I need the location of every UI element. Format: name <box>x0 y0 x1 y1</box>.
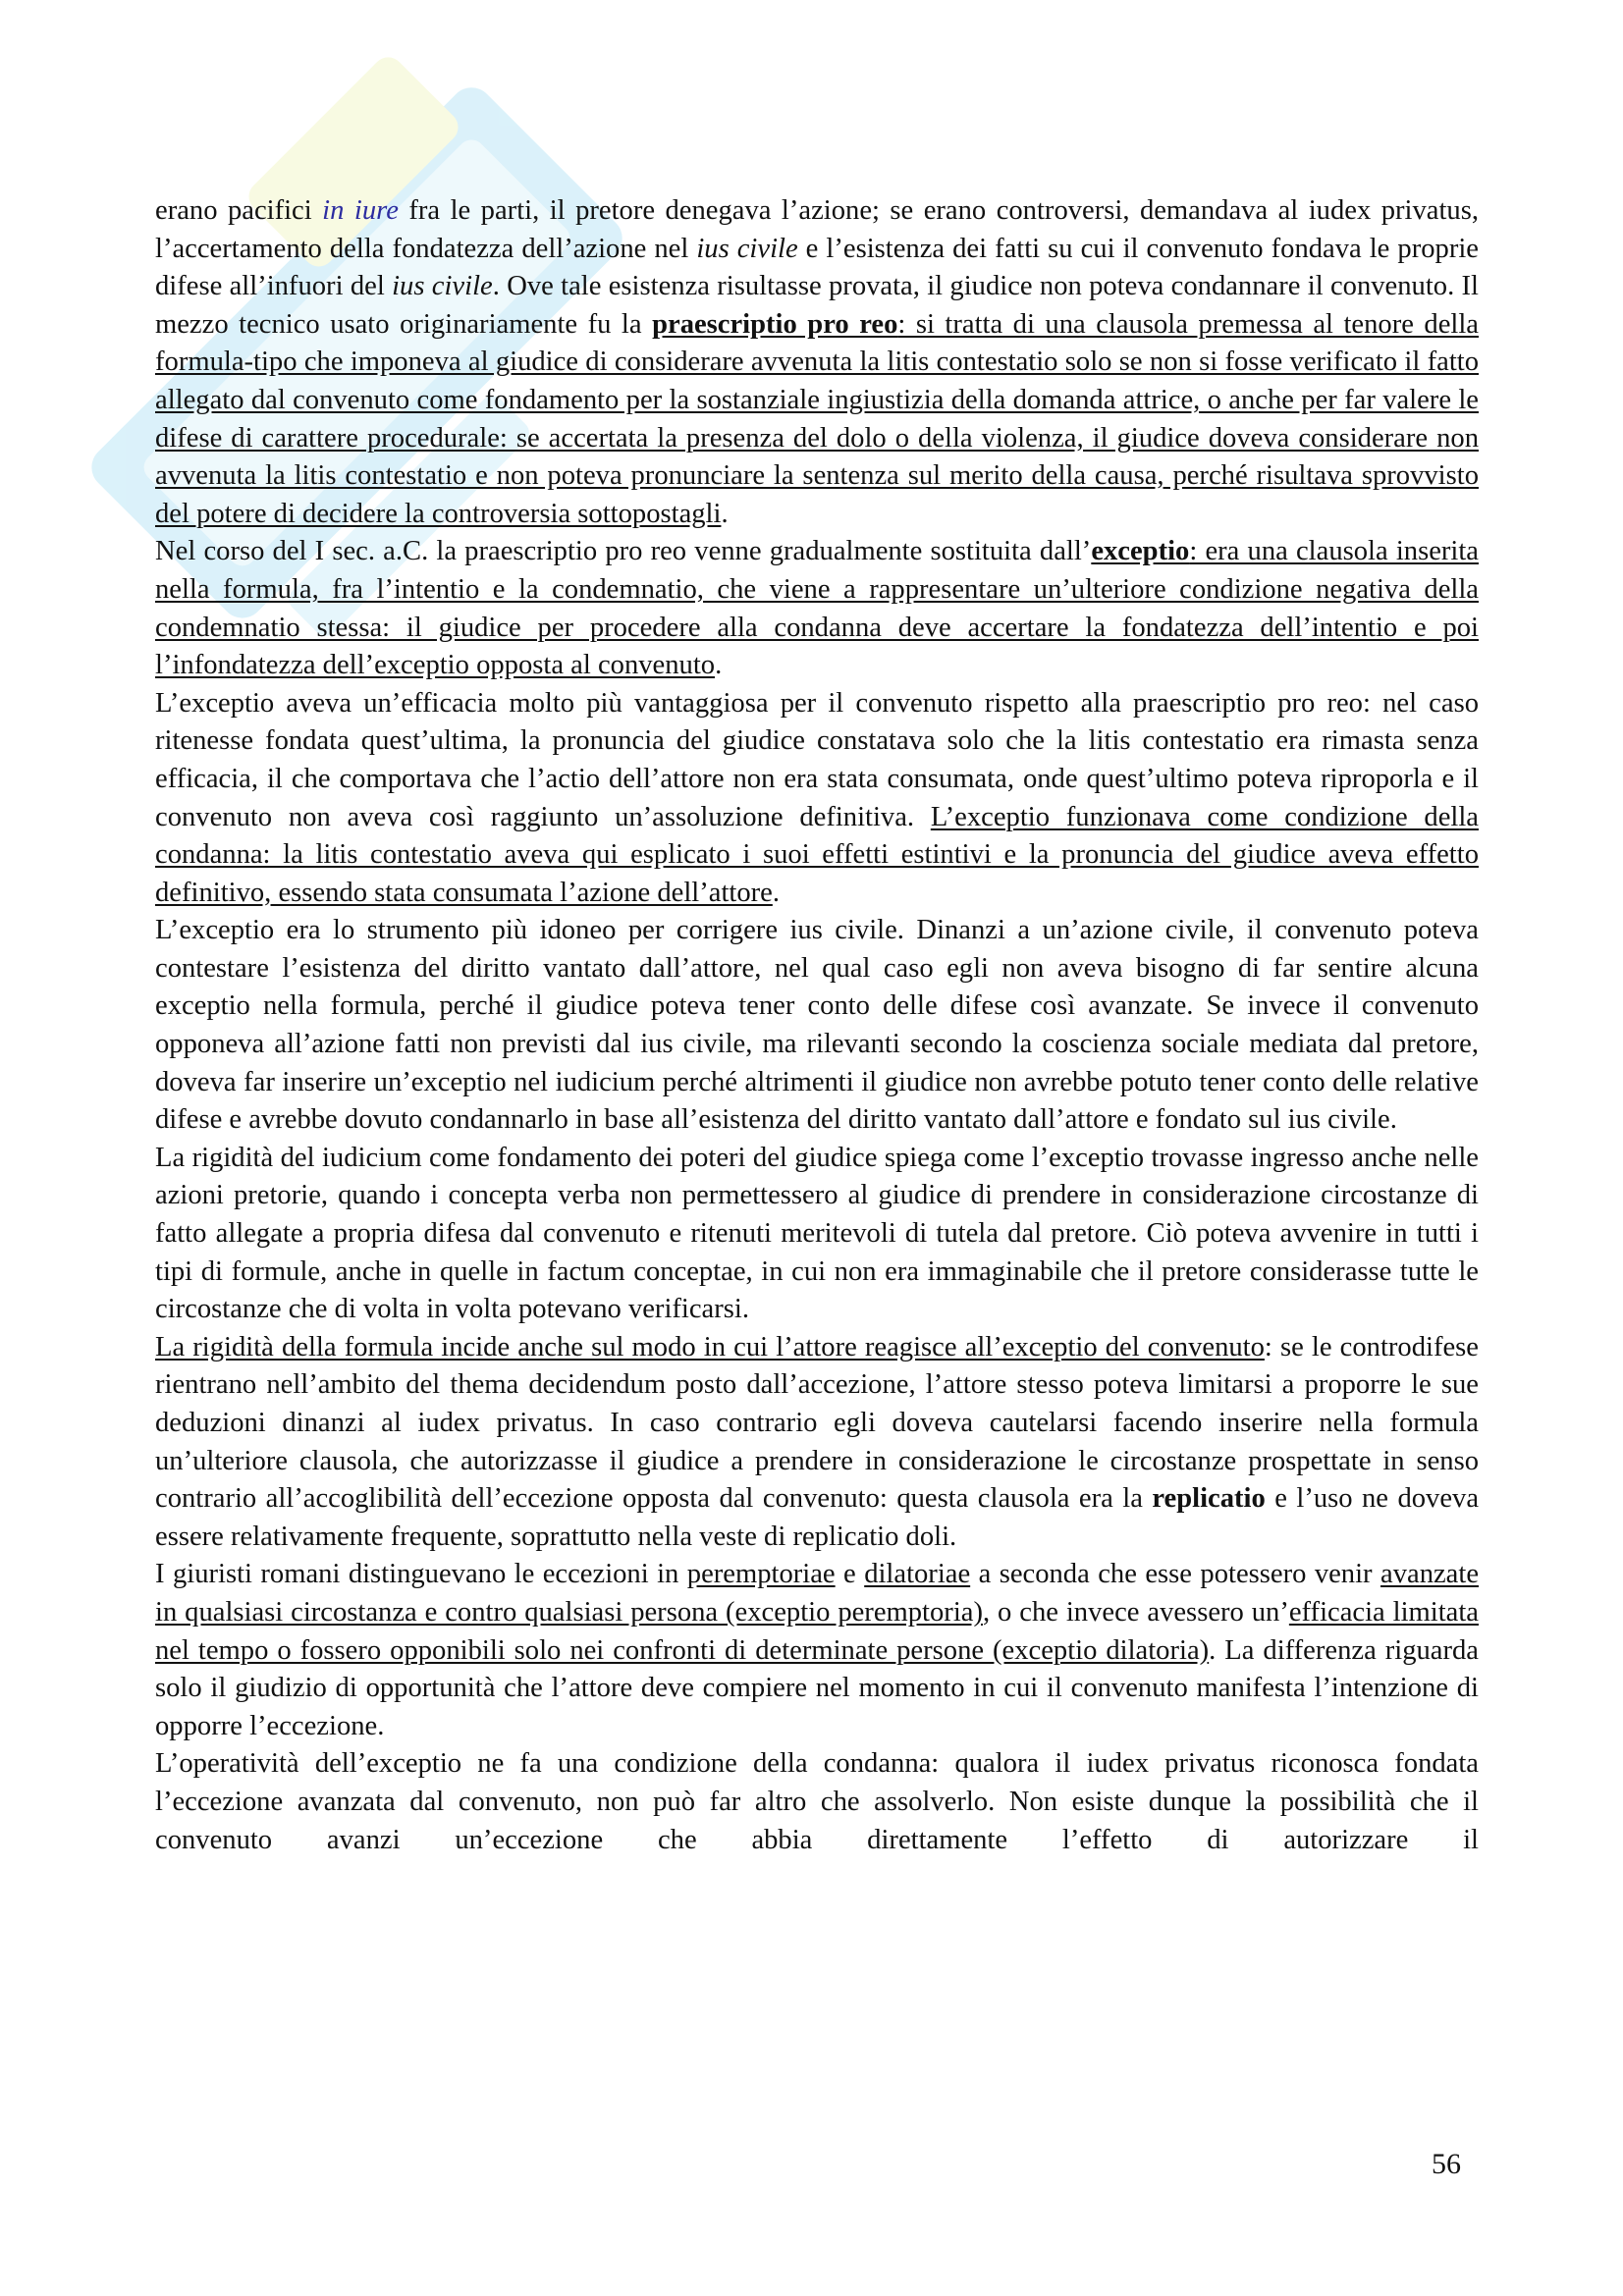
term-praescriptio: praescriptio pro reo <box>652 308 898 340</box>
paragraph-6: La rigidità della formula incide anche sul modo in cui l’attore reagisce all’exceptio del convenuto: se le controdifese rientrano nell’ambito del thema decidendum posto dall’accezione, l’attore stesso poteva limitarsi a proporre le sue deduzioni dinanzi al iudex privatus. In caso contrario egli doveva cautelarsi facendo inserire nella formula un’ulteriore clausola, che autorizzasse il giudice a prendere in considerazione le circostanze prospettate in senso contrario all’accoglibilità dell’eccezione opposta dal convenuto: questa clausola era la replicatio e l’uso ne doveva essere relativamente frequente, soprattutto nella veste di replicatio doli. <box>155 1331 1480 1552</box>
body-text <box>155 192 1479 1859</box>
paragraph-3: L’exceptio aveva un’efficacia molto più vantaggiosa per il convenuto rispetto alla praescriptio pro reo: nel caso ritenesse fondata quest’ultima, la pronuncia del giudice constatava solo che la litis contestatio era rimasta senza efficacia, il che comportava che l’actio dell’attore non era stata consumata, onde quest’ultimo poteva riproporla e il convenuto non aveva così raggiunto un’assoluzione definitiva. L’exceptio funzionava come condizione della condanna: la litis contestatio aveva qui esplicato i suoi effetti estintivi e la pronuncia del giudice aveva effetto definitivo, essendo stata consumata l’azione dell’attore. <box>155 687 1479 908</box>
term-replicatio: replicatio <box>1152 1483 1266 1515</box>
paragraph-2: Nel corso del I sec. a.C. la praescriptio pro reo venne gradualmente sostituita dall’exceptio: era una clausola inserita nella formula, fra l’intentio e la condemnatio, che viene a rappresentare un’ulteriore condizione negativa della condemnatio stessa: il giudice per procedere alla condanna deve accertare la fondatezza dell’intentio e poi l’infondatezza dell’exceptio opposta al convenuto. <box>155 536 1479 681</box>
paragraph-5: La rigidità del iudicium come fondamento dei poteri del giudice spiega come l’exceptio trovasse ingresso anche nelle azioni pretorie, quando i concepta verba non permettessero al giudice di prendere in considerazione circostanze di fatto allegate a propria difesa dal convenuto e ritenuti meritevoli di tutela dal pretore. Ciò poteva avvenire in tutti i tipi di formule, anche in quelle in factum conceptae, in cui non era immaginabile che il pretore considerasse tutte le circostanze che di volta in volta potevano verificarsi. <box>155 1142 1479 1325</box>
term-peremptoriae: peremptoriae <box>686 1559 836 1590</box>
paragraph-7: I giuristi romani distinguevano le eccezioni in peremptoriae e dilatoriae a seconda che esse potessero venir avanzate in qualsiasi circostanza e contro qualsiasi persona (exceptio peremptoria), o che invece avessero un’efficacia limitata nel tempo o fossero opponibili solo nei confronti di determinate persone (exceptio dilatoria). La differenza riguarda solo il giudizio di opportunità che l’attore deve compiere nel momento in cui il convenuto manifesta l’intenzione di opporre l’eccezione. <box>155 1559 1480 1741</box>
term-exceptio: exceptio <box>1091 536 1190 567</box>
paragraph-1: erano pacifici in iure fra le parti, il pretore denegava l’azione; se erano controversi, demandava al iudex privatus, l’accertamento della fondatezza dell’azione nel ius civile e l’esistenza dei fatti su cui il convenuto fondava le proprie difese all’infuori del ius civile. Ove tale esistenza risultasse provata, il giudice non poteva condannare il convenuto. Il mezzo tecnico usato originariamente fu la praescriptio pro reo: si tratta di una clausola premessa al tenore della formula-tipo che imponeva al giudice di considerare avvenuta la litis contestatio solo se non si fosse verificato il fatto allegato dal convenuto come fondamento per la sostanziale ingiustizia della domanda attrice, o anche per far valere le difese di carattere procedurale: se accertata la presenza del dolo o della violenza, il giudice doveva considerare non avvenuta la litis contestatio e non poteva pronunciare la sentenza sul merito della causa, perché risultava sprovvisto del potere di decidere la controversia sottopostagli. <box>155 195 1480 529</box>
term-dilatoriae: dilatoriae <box>864 1559 971 1590</box>
page-number: 56 <box>1432 2148 1461 2180</box>
paragraph-4: L’exceptio era lo strumento più idoneo per corrigere ius civile. Dinanzi a un’azione civile, il convenuto poteva contestare l’esistenza del diritto vantato dall’attore, nel qual caso egli non aveva bisogno di far sentire alcuna exceptio nella formula, perché il giudice poteva tener conto delle difese così avanzate. Se invece il convenuto opponeva all’azione fatti non previsti dal ius civile, ma rilevanti secondo la coscienza sociale mediata dal pretore, doveva far inserire un’exceptio nel iudicium perché altrimenti il giudice non avrebbe potuto tener conto delle relative difese e avrebbe dovuto condannarlo in base all’esistenza del diritto vantato dall’attore e fondato sul ius civile. <box>155 915 1479 1136</box>
paragraph-8: L’operatività dell’exceptio ne fa una condizione della condanna: qualora il iudex privatus riconosca fondata l’eccezione avanzata dal convenuto, non può far altro che assolverlo. Non esiste dunque la possibilità che il convenuto avanzi un’eccezione che abbia direttamente l’effetto di autorizzare il <box>155 1748 1479 1855</box>
